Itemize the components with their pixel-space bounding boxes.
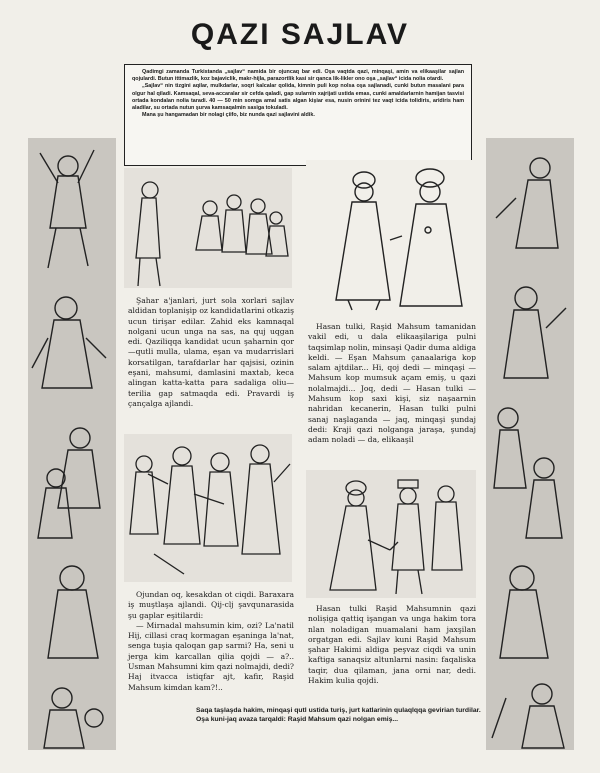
intro-paragraph: Mana şu hangamadan bir nolagi çiifo, biz nunda qazi sajlavini aldik. xyxy=(142,112,315,119)
text-column-left-lower xyxy=(128,590,294,693)
text-column-right-lower xyxy=(308,604,476,686)
article-paragraph: Hasan tulki Raşid Mahsumnin qazi noliṣiga qattiq işangan va unga hakim tora nlan noladigan muamalani ham jaxşilan orgatgan edi. Sajlav kuni Raşid Mahsum şahar Hakimi aldiga peşvaz ciqdi va unin kaftiga sanaqsiz altunlarni nasin: faqaliska taqir, dua qilaman, jana orni nar, dedi. Hakim kulia qojdi. xyxy=(308,604,476,686)
left-caricature-strip xyxy=(28,138,116,750)
intro-paragraph: „Sajlav“ nin tizgini aqilar, mulkdarlar, soqri kalcalar qolida, kimnin puli kop nolsa oşa sajlanadi, cunki butun masalani para olgur hal qiladi. Kamsaqal, seva-accaralar sir cefda qaladi, gap sularnin xajrijati ustida emas, cunki amaldarlarnin hamijan tasvisi ortada kondalan nolia taradi. 40 — 50 min somga amal satis algan kişiar esa, nusin orinini tez vaqt icida tolidiris, aridiris ham aladilar, su ortada nutun şurva kamsaqalmin sasiga tokuladi. xyxy=(132,83,464,112)
illustration-panel-top-left xyxy=(124,168,292,288)
text-column-left-upper xyxy=(128,296,294,409)
closing-paragraph: Oşa kuni-jaq avaza tarqaldi: Raşid Mahsum qazi nolgan emiş... xyxy=(196,716,399,723)
illustration-panel-middle-right xyxy=(306,470,476,598)
closing-paragraph: Saqa taşlaşda hakim, minqaşi qutl ustida turiş, jurt katlarinin qulaqlqqa gevirian turdilar. xyxy=(196,707,481,714)
illustration-panel-top-right xyxy=(306,160,478,320)
article-paragraph: — Mirnadal mahsumin kim, ozi? La'natil Hij, cillasi craq kormagan eşaninga la'nat, senga tuşia qaloqan gap sarmi? Ha, seni u jerga kim karcallan qilia qojdi — a?.. Usman Mahsumni kim qazi nolmajdi, dedi? Haj itvacca istiqfar ajt, kafir, Raşid Mahsum kimdan kam?!.. xyxy=(128,620,294,692)
text-column-right-upper xyxy=(308,322,476,446)
article-paragraph: Şahar a'janlari, jurt sola xorlari sajlav aldidan toplanişip oz kandidatlarini otkaziş ucun tirişar edilar. Zahid eks kamnaqal nolgani ucun unga na sas, na quj uqgan edi. Qaziliqqa kandidat ucun şaharnin qor—qutli mulla, ulama, eşan va mudarrislari korsatilgan, tarafdarlar har qajsisi, ozinin eşani, mahsumi, damlasini maxtab, keca alingan katta-katta para sadaliga oliu— terilia gap satmaqda edi. Pravardi iş çançalga ajlandi. xyxy=(128,296,294,408)
intro-paragraph: Qadimgi zamanda Turkistanda „sajlav“ namida bir ojuncaq bar edi. Oşa vaqtda qazi, minqaşi, amin va elikaaşilar sajlan qojulardi. Butun ittimazlik, koz bajaviclik, makr-hijla, parazortlik kasi sir qanca lik-likler ono oşa „sajlav“ icida nolia otardi. xyxy=(132,69,464,83)
page-title: QAZI SAJLAV xyxy=(190,18,410,51)
right-caricature-strip xyxy=(486,138,574,750)
closing-text xyxy=(186,706,486,724)
article-paragraph: Ojundan oq, kesakdan ot ciqdi. Baraxara iş muştlaşa ajlandi. Qij-clj şavqunarasida şu gaplar eşitilardi: xyxy=(128,590,294,620)
article-paragraph: Hasan tulki, Raşid Mahsum tamanidan vakil edi, u dala elikaaşilariga pulni taqsimlap nolin, minsaşi Qadir duma aldiga keldi. — Eşan Mahsum çanaalariga kop salam ajtdilar... Hi, qoj dedi — minqaşi — Mahsum kop mumsuk açam emiş, u qazi nolalmajdi... Joq, dedi — Hasan tulki — Mahsum kop saxi kişi, siz naşaarnin nahridan kecanerin, Hasan tulki pulni sanaj naşlaganda — jaq, minqaşi şundaj dedi: Kraji qazi nolganga jaraşa, şundaj adam noladi — da, elikaaşil xyxy=(308,322,476,445)
intro-box xyxy=(124,64,472,166)
illustration-panel-middle-left xyxy=(124,434,292,582)
